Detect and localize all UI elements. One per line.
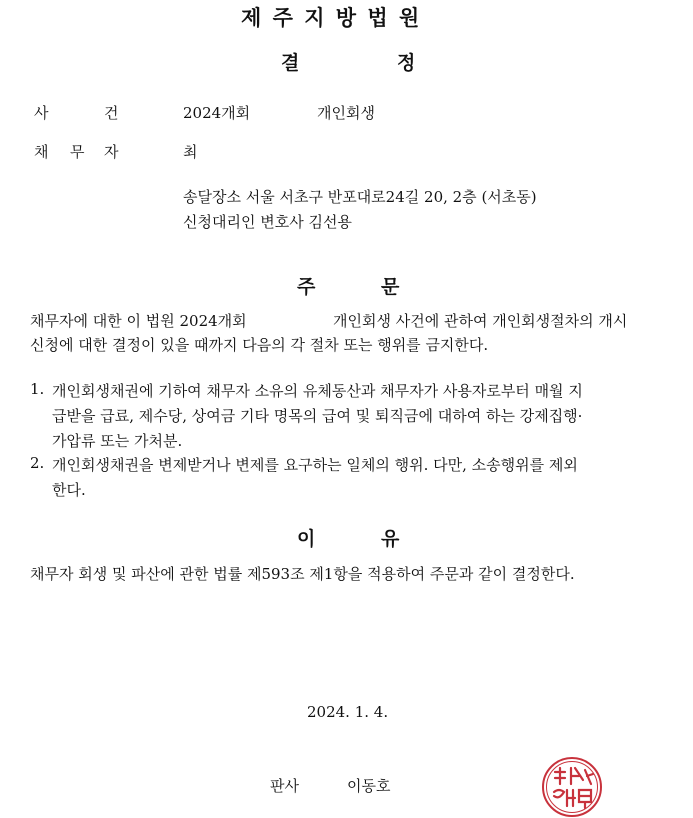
order-heading-part-2: 문 xyxy=(381,276,400,298)
applicant-agent: 신청대리인 변호사 김선용 xyxy=(183,213,352,231)
order-item-1-line-3: 가압류 또는 가처분. xyxy=(52,432,183,450)
order-item-1-line-2: 급받을 급료, 제수당, 상여금 기타 명목의 급여 및 퇴직금에 대하여 하는 강제집행· xyxy=(52,407,583,425)
reason-text: 채무자 회생 및 파산에 관한 법률 제593조 제1항을 적용하여 주문과 같이 결정한다. xyxy=(30,565,575,583)
order-heading-part-1: 주 xyxy=(297,276,316,298)
case-label-char-2: 건 xyxy=(104,104,119,122)
judge-name: 이동호 xyxy=(347,777,391,795)
court-name: 제 주 지 방 법 원 xyxy=(241,6,422,30)
order-item-2-line-1: 개인회생채권을 변제받거나 변제를 요구하는 일체의 행위. 다만, 소송행위를 제외 xyxy=(52,456,578,474)
debtor-label-char-3: 자 xyxy=(104,143,119,161)
case-label xyxy=(34,102,49,123)
case-label-char-1: 사 xyxy=(34,104,49,122)
judge-seal xyxy=(541,756,603,818)
document-title-part-2: 정 xyxy=(397,52,416,74)
order-intro-line-1a: 채무자에 대한 이 법원 2024개회 xyxy=(30,312,247,330)
debtor-name: 최 xyxy=(183,143,198,161)
order-item-1-line-1: 개인회생채권에 기하여 채무자 소유의 유체동산과 채무자가 사용자로부터 매월 지 xyxy=(52,382,583,400)
decision-date: 2024. 1. 4. xyxy=(307,703,389,721)
case-name: 개인회생 xyxy=(317,104,375,122)
reason-heading-part-2: 유 xyxy=(381,528,400,550)
reason-heading-part-1: 이 xyxy=(297,528,316,550)
debtor-label-char-2: 무 xyxy=(70,143,85,161)
case-number: 2024개회 xyxy=(183,104,251,122)
order-item-2-number: 2. xyxy=(30,454,45,472)
order-item-1-number: 1. xyxy=(30,380,45,398)
judge-title: 판사 xyxy=(270,777,299,795)
order-item-2-line-2: 한다. xyxy=(52,481,86,499)
debtor-label-char-1: 채 xyxy=(34,143,49,161)
service-address: 송달장소 서울 서초구 반포대로24길 20, 2층 (서초동) xyxy=(183,188,537,206)
order-intro-line-2: 신청에 대한 결정이 있을 때까지 다음의 각 절차 또는 행위를 금지한다. xyxy=(30,336,489,354)
document-title-part-1: 결 xyxy=(281,52,300,74)
order-intro-line-1b: 개인회생 사건에 관하여 개인회생절차의 개시 xyxy=(333,312,628,330)
